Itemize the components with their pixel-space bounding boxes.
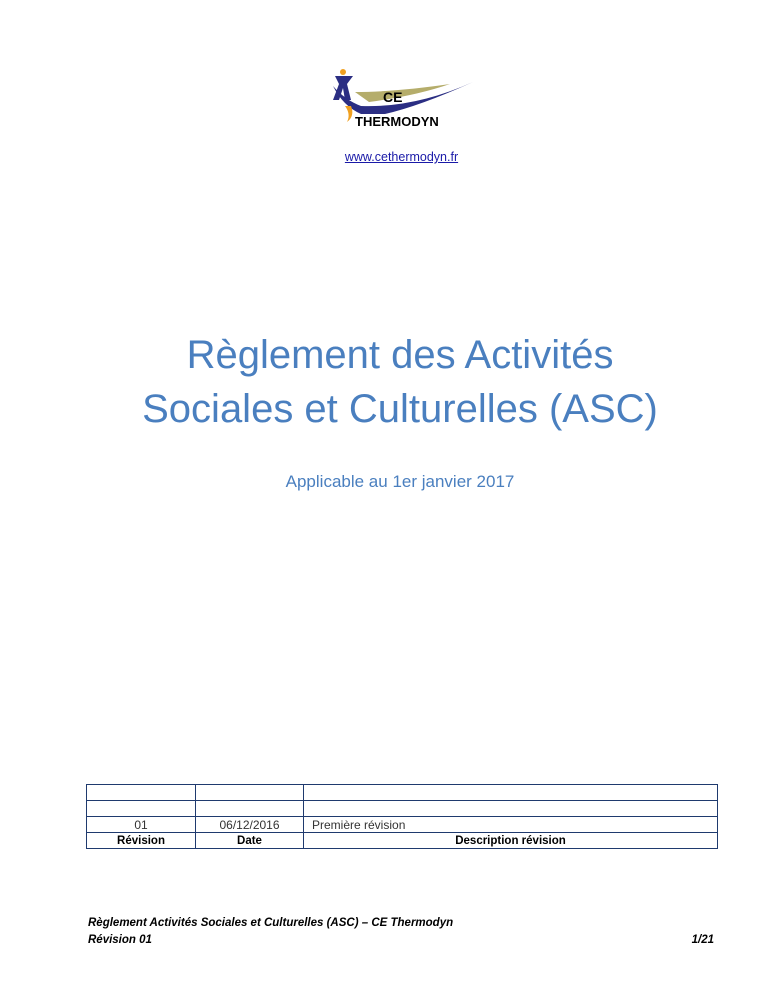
date-cell — [196, 801, 304, 817]
logo-text-ce: CE — [383, 89, 403, 105]
description-cell — [304, 785, 718, 801]
table-row — [87, 817, 718, 833]
document-subtitle: Applicable au 1er janvier 2017 — [285, 472, 515, 491]
description-cell: Première révision — [304, 817, 718, 833]
description-cell — [304, 801, 718, 817]
date-cell — [196, 785, 304, 801]
logo-figure-head — [340, 69, 346, 75]
title-line-2: Sociales et Culturelles (ASC) — [142, 387, 658, 431]
header-description: Description révision — [304, 833, 718, 849]
revision-cell: 01 — [87, 817, 196, 833]
revision-table — [86, 784, 718, 849]
footer-document-name: Règlement Activités Sociales et Culturelles (ASC) – CE Thermodyn — [88, 917, 454, 929]
title-line-1: Règlement des Activités — [186, 333, 614, 377]
table-header-row — [87, 833, 718, 849]
ce-thermodyn-logo — [325, 66, 475, 132]
header-date: Date — [196, 833, 304, 849]
date-cell: 06/12/2016 — [196, 817, 304, 833]
website-link[interactable]: www.cethermodyn.fr — [344, 150, 459, 164]
table-row — [87, 801, 718, 817]
logo-navy-swoosh — [333, 82, 473, 114]
revision-cell — [87, 785, 196, 801]
logo-text-thermodyn: THERMODYN — [355, 114, 439, 129]
revision-cell — [87, 801, 196, 817]
logo-orange-accent — [345, 106, 352, 122]
document-title — [40, 328, 760, 436]
footer-revision: Révision 01 — [88, 934, 152, 946]
logo-olive-swoosh — [355, 84, 450, 102]
header-revision: Révision — [87, 833, 196, 849]
page-number: 1/21 — [691, 934, 714, 946]
table-row — [87, 785, 718, 801]
